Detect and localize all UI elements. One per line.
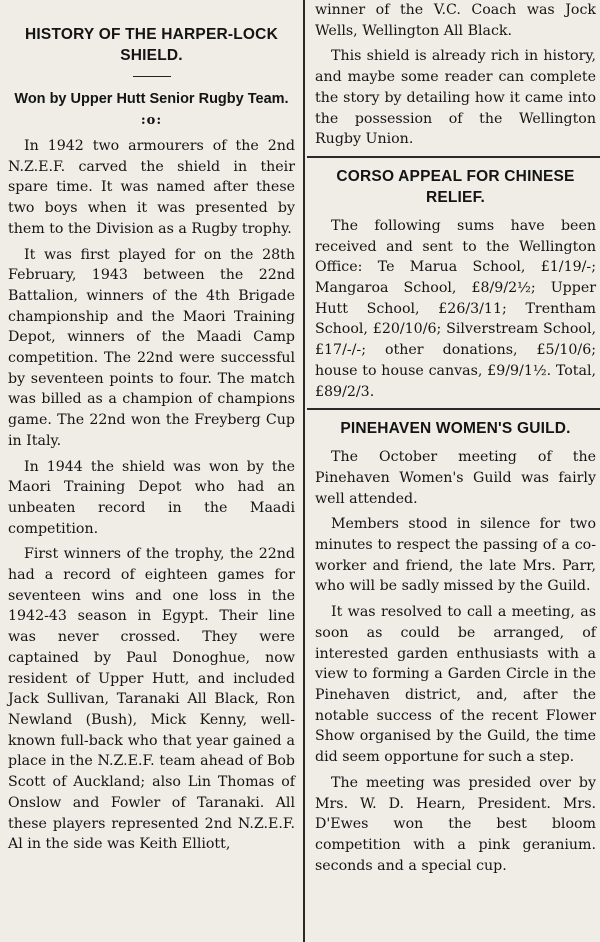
section-divider <box>307 408 600 410</box>
article-headline-corso: CORSO APPEAL FOR CHINESE RELIEF. <box>336 167 575 206</box>
column-divider <box>303 0 305 942</box>
article-paragraph: Members stood in silence for two minutes to respect the passing of a co-worker and friend, the late Mrs. Parr, who will be sadly missed by the Guild. <box>315 516 596 595</box>
article-paragraph: In 1942 two armourers of the 2nd N.Z.E.F. carved the shield in their spare time. It was named after these two boys when it was presented by them to the Division as a Rugby trophy. <box>8 138 295 237</box>
article-paragraph: The following sums have been received and sent to the Wellington Office: Te Marua School, £1/19/-; Mangaroa School, £8/9/2½; Upper Hutt School, £26/3/11; Trentham School, £20/10/6; Silverstream School, £17/-/-; other donations, £5/10/6; house to house canvas, £9/9/1½. Total, £89/2/3. <box>315 217 596 400</box>
article-paragraph: In 1944 the shield was won by the Maori Training Depot who had an unbeaten record in the Maadi competition. <box>8 458 295 537</box>
right-column <box>307 0 600 942</box>
article-paragraph: The October meeting of the Pinehaven Women's Guild was fairly well attended. <box>315 449 596 507</box>
article-paragraph: It was resolved to call a meeting, as soon as could be arranged, of interested garden enthusiasts with a view to forming a Garden Circle in the Pinehaven district, and, after the notable success of the recent Flower Show organised by the Guild, the time did seem opportune for such a step. <box>315 604 596 766</box>
ornament-separator: :o: <box>140 113 163 128</box>
article-subheadline: Won by Upper Hutt Senior Rugby Team. <box>14 91 289 107</box>
article-paragraph: This shield is already rich in history, and maybe some reader can complete the story by detailing how it came into the possession of the Wellington Rugby Union. <box>315 48 596 148</box>
article-headline-harper-lock: HISTORY OF THE HARPER-LOCK SHIELD. <box>25 26 278 64</box>
article-headline-pinehaven: PINEHAVEN WOMEN'S GUILD. <box>340 420 571 438</box>
article-paragraph: It was first played for on the 28th February, 1943 between the 22nd Battalion, winners of the 4th Brigade championship and the Maori Training Depot, winners of the Maadi Camp competition. The 22nd were successful by seventeen points to four. The match was billed as a champion of champions game. The 22nd won the Freyberg Cup in Italy. <box>8 246 295 449</box>
headline-divider <box>133 76 171 77</box>
article-paragraph: The meeting was presided over by Mrs. W. D. Hearn, President. Mrs. D'Ewes won the best bloom competition with a pink geranium. seconds and a special cup. <box>315 774 596 874</box>
section-divider <box>307 156 600 158</box>
article-paragraph: First winners of the trophy, the 22nd had a record of eighteen games for seventeen wins and one loss in the 1942-43 season in Egypt. Their line was never crossed. They were captained by Paul Donoghue, now resident of Upper Hutt, and included Jack Sullivan, Taranaki All Black, Ron Newland (Bush), Mick Kenny, well-known full-back who that year gained a place in the N.Z.E.F. team ahead of Bob Scott of Auckland; also Lin Thomas of Onslow and Fowler of Taranaki. All these players represented 2nd N.Z.E.F. Al in the side was Keith Elliott, <box>8 546 295 853</box>
article-continuation: winner of the V.C. Coach was Jock Wells, Wellington All Black. <box>315 2 596 39</box>
